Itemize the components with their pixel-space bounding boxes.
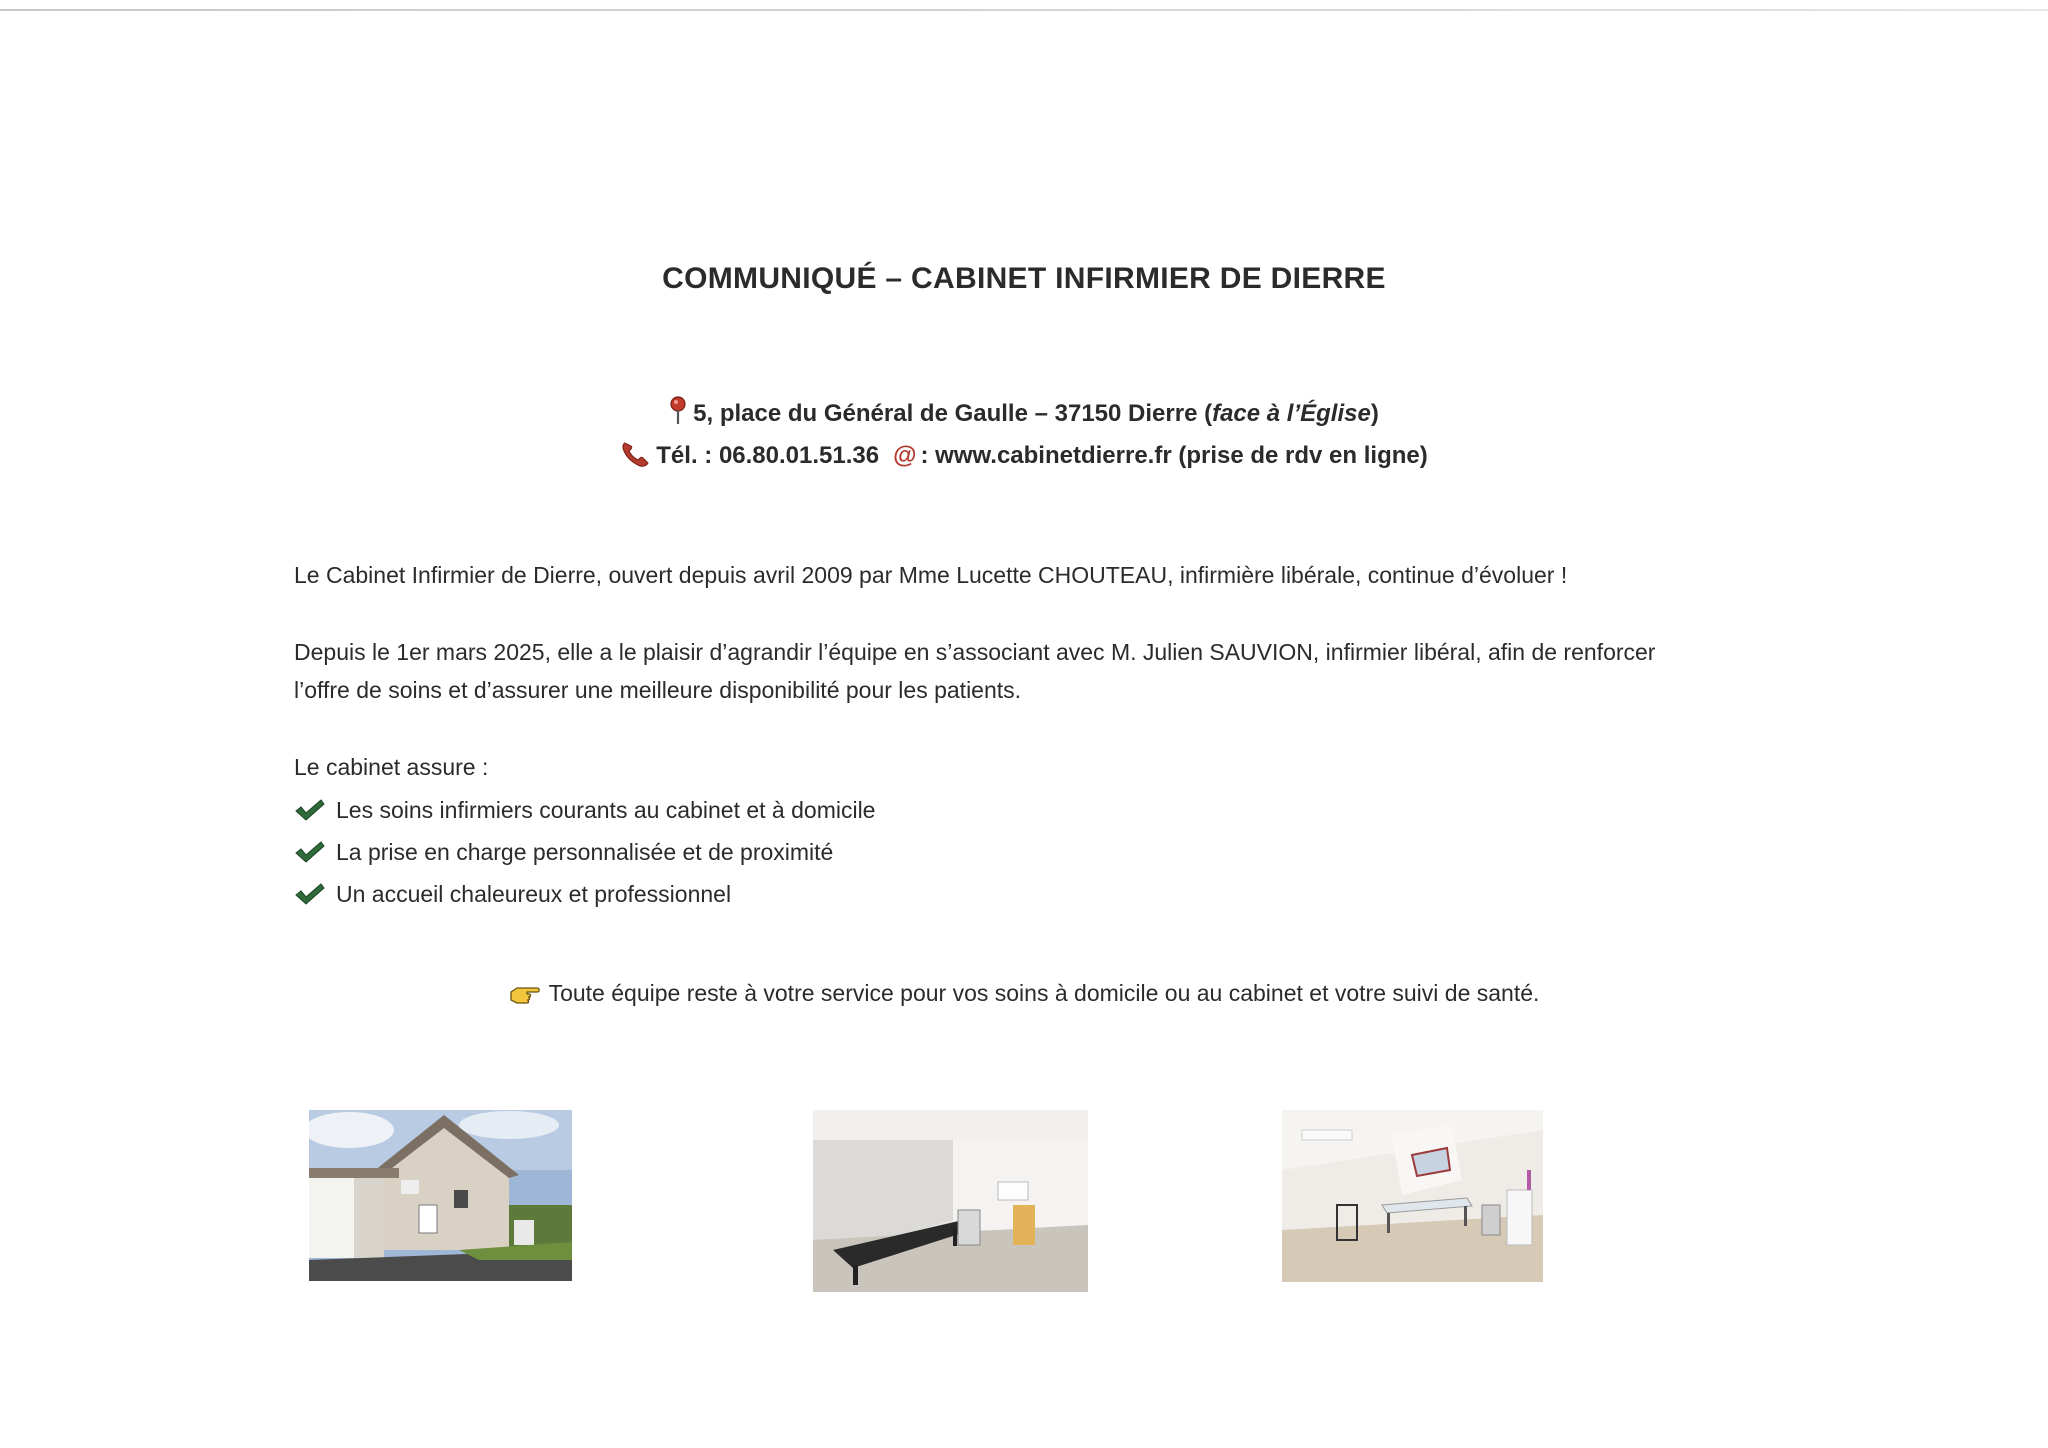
service-label: Les soins infirmiers courants au cabinet et à domicile (336, 796, 876, 823)
phone-icon (620, 440, 650, 475)
pointing-hand-icon (509, 982, 543, 1012)
intro-paragraph: Le Cabinet Infirmier de Dierre, ouvert depuis avril 2009 par Mme Lucette CHOUTEAU, infirmière libérale, continue d’évoluer ! (294, 562, 1568, 588)
checkmark-icon (294, 798, 326, 822)
list-item (294, 873, 875, 915)
website-text: : www.cabinetdierre.fr (prise de rdv en ligne) (920, 442, 1428, 469)
treatment-room-photo (813, 1110, 1088, 1292)
services-list (294, 789, 875, 915)
news-line-1: Depuis le 1er mars 2025, elle a le plaisir d’agrandir l’équipe en s’associant avec M. Julien SAUVION, infirmier libéral, afin de renforcer (294, 639, 1656, 665)
attic-treatment-room-photo (1282, 1110, 1543, 1282)
phone-number: Tél. : 06.80.01.51.36 (656, 442, 880, 469)
checkmark-icon (294, 882, 326, 906)
list-item (294, 831, 875, 873)
map-pin-icon (669, 396, 687, 433)
at-icon: @ (893, 442, 917, 469)
address-close: ) (1370, 400, 1379, 427)
footer-text: Toute équipe reste à votre service pour vos soins à domicile ou au cabinet et votre suivi de santé. (548, 980, 1540, 1006)
service-label: Un accueil chaleureux et professionnel (336, 880, 732, 907)
service-label: La prise en charge personnalisée et de proximité (336, 838, 834, 865)
services-intro: Le cabinet assure : (294, 754, 489, 780)
contact-line (0, 440, 2048, 475)
page-title: COMMUNIQUÉ – CABINET INFIRMIER DE DIERRE (662, 262, 1386, 295)
checkmark-icon (294, 840, 326, 864)
scan-edge-line (0, 9, 2048, 11)
address-line (0, 396, 2048, 433)
list-item (294, 789, 875, 831)
footer-note (0, 980, 2048, 1012)
news-paragraph (294, 633, 1794, 709)
address-text: 5, place du Général de Gaulle – 37150 Dierre ( (693, 400, 1213, 427)
building-exterior-photo (309, 1110, 572, 1281)
news-line-2: l’offre de soins et d’assurer une meilleure disponibilité pour les patients. (294, 677, 1022, 703)
address-landmark: face à l’Église (1212, 400, 1371, 427)
